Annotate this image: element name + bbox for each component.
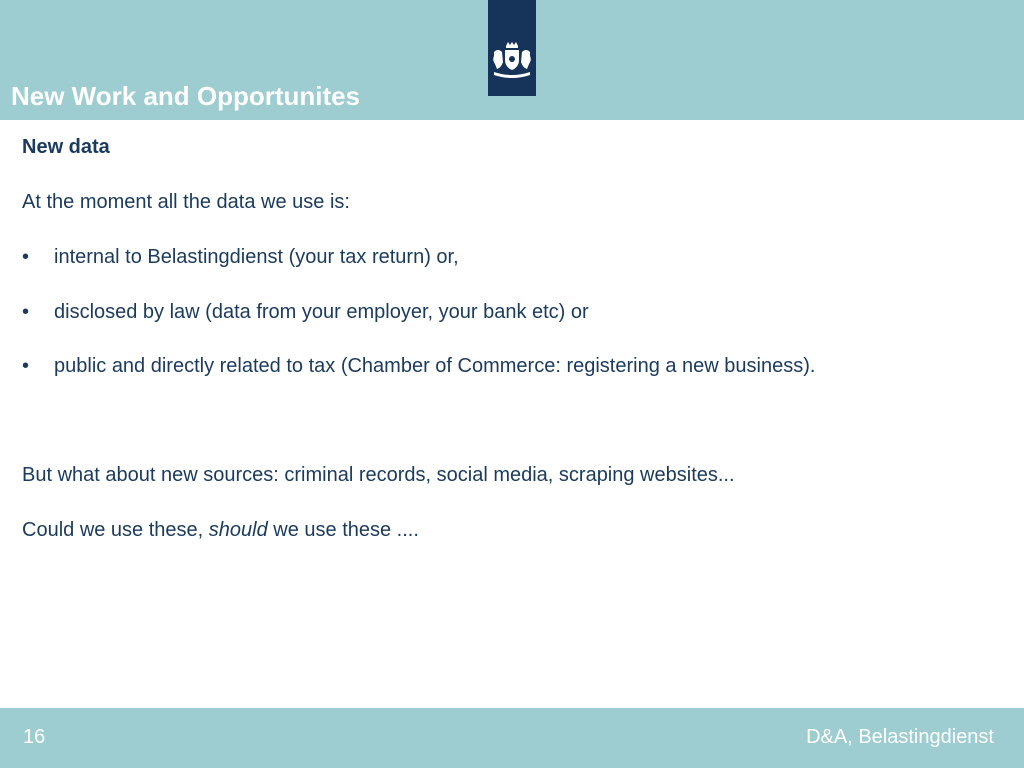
footer-organization: D&A, Belastingdienst [806,726,994,748]
question-part-after: we use these .... [267,519,419,541]
question-text-2 [22,519,419,542]
bullet-icon: • [22,301,30,323]
slide-footer [0,708,1024,768]
logo [488,0,536,96]
question-part-before: Could we use these, [22,519,209,541]
question-emphasis: should [208,519,268,541]
bullet-text: disclosed by law (data from your employer, your bank etc) or [54,301,589,323]
section-heading: New data [22,136,110,158]
bullet-text: public and directly related to tax (Chamber of Commerce: registering a new business). [54,355,816,377]
intro-text: At the moment all the data we use is: [22,191,350,213]
question-text: But what about new sources: criminal records, social media, scraping websites... [22,464,735,486]
royal-coat-of-arms-icon [490,42,534,82]
slide-title: New Work and Opportunites [11,81,361,111]
bullet-icon: • [22,246,30,268]
bullet-icon: • [22,355,30,377]
page-number: 16 [23,726,46,748]
bullet-text: internal to Belastingdienst (your tax return) or, [54,246,459,268]
